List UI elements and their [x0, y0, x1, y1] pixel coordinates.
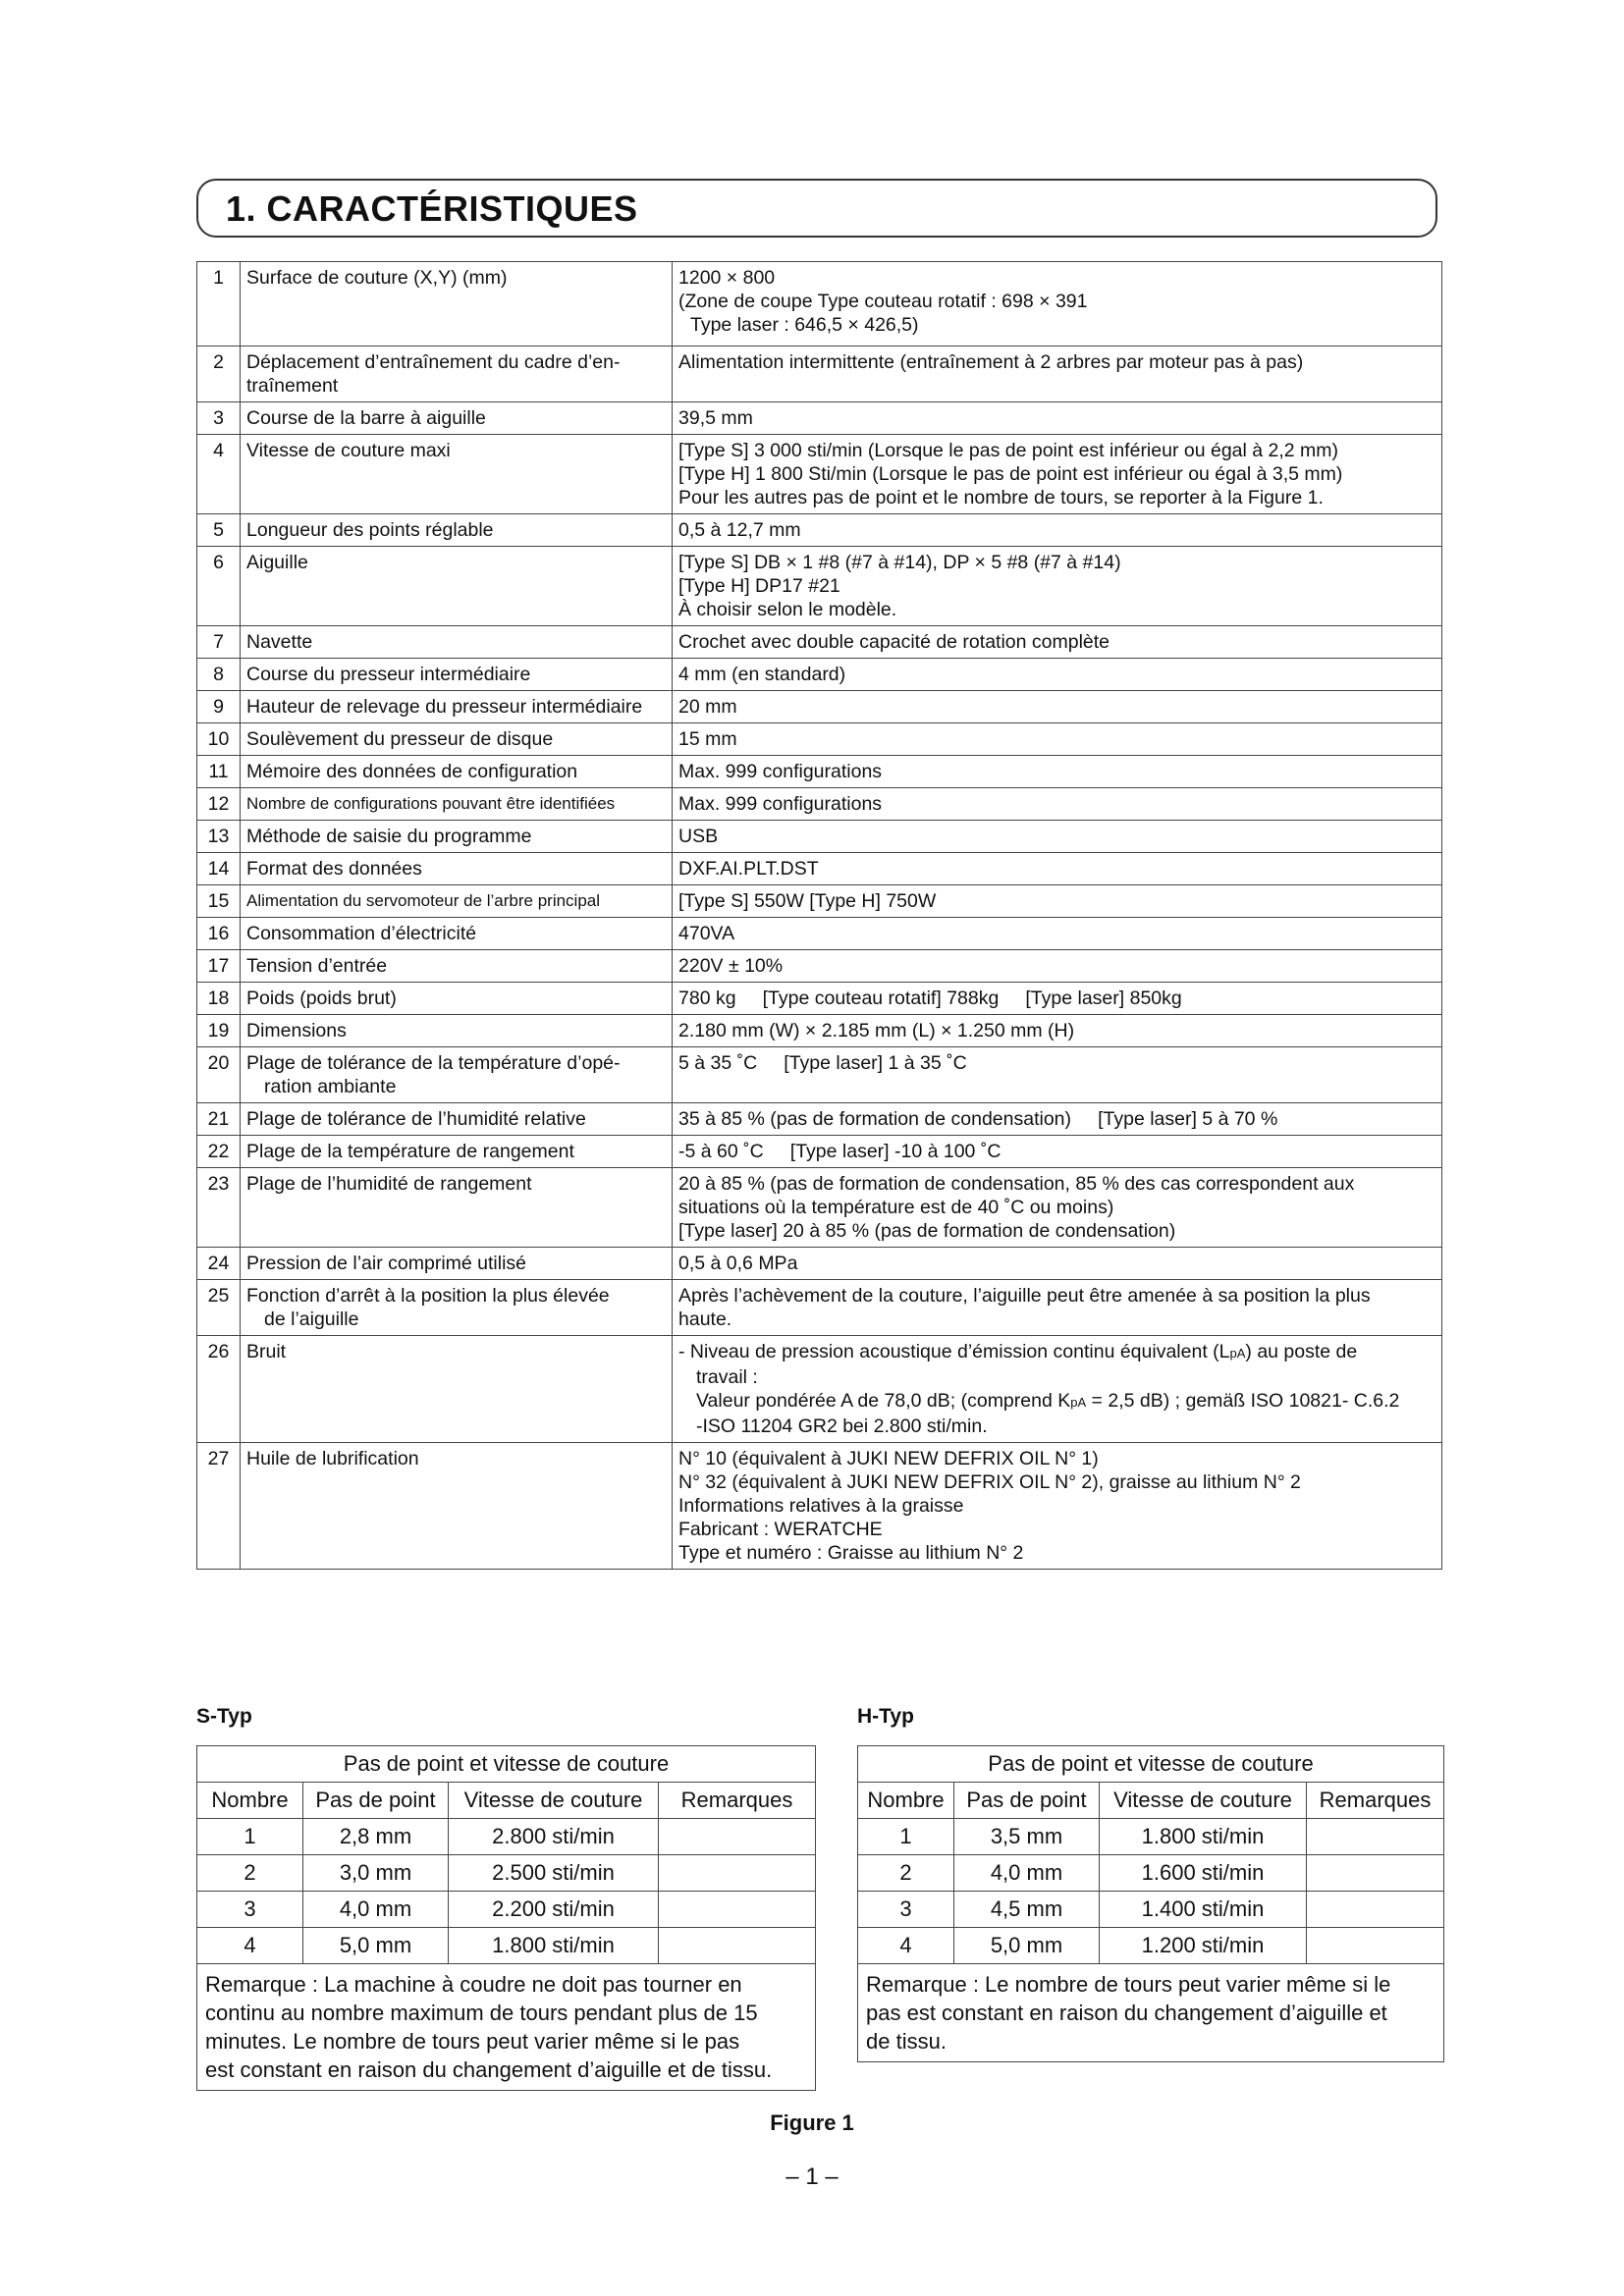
table-row: 1 3,5 mm 1.800 sti/min: [858, 1819, 1444, 1855]
table-row: 3 4,0 mm 2.200 sti/min: [197, 1892, 816, 1928]
spec-row-27: 27 Huile de lubrification N° 10 (équivalent à JUKI NEW DEFRIX OIL N° 1) N° 32 (équivalent à JUKI NEW DEFRIX OIL N° 2), graisse au lithium N° 2 Informations relatives à la graisse Fabricant : WERATCHE Type et numéro : Graisse au lithium N° 2: [197, 1443, 1442, 1570]
table-header-row: Nombre Pas de point Vitesse de couture Remarques: [197, 1783, 816, 1819]
s-typ-speed-table: [196, 1745, 816, 2091]
table-header-row: Nombre Pas de point Vitesse de couture Remarques: [858, 1783, 1444, 1819]
table-note: Remarque : Le nombre de tours peut varier même si le pas est constant en raison du changement d’aiguille et de tissu.: [858, 1964, 1444, 2062]
spec-row-13: 13 Méthode de saisie du programme USB: [197, 821, 1442, 853]
spec-row-3: 3 Course de la barre à aiguille 39,5 mm: [197, 402, 1442, 435]
spec-row-12: 12 Nombre de configurations pouvant être identifiées Max. 999 configurations: [197, 788, 1442, 821]
table-row: 3 4,5 mm 1.400 sti/min: [858, 1892, 1444, 1928]
spec-value: Alimentation intermittente (entraînement à 2 arbres par moteur pas à pas): [673, 347, 1442, 402]
spec-row-18: 18 Poids (poids brut) 780 kg [Type couteau rotatif] 788kg [Type laser] 850kg: [197, 983, 1442, 1015]
spec-row-17: 17 Tension d’entrée 220V ± 10%: [197, 950, 1442, 983]
spec-row-7: 7 Navette Crochet avec double capacité de rotation complète: [197, 626, 1442, 659]
s-typ-label: S-Typ: [196, 1705, 252, 1728]
h-typ-speed-table: [857, 1745, 1444, 2062]
spec-row-20: 20 Plage de tolérance de la température d’opé- ration ambiante 5 à 35 ˚C [Type laser] 1 à 35 ˚C: [197, 1047, 1442, 1103]
table-row: 2 3,0 mm 2.500 sti/min: [197, 1855, 816, 1892]
spec-row-8: 8 Course du presseur intermédiaire 4 mm (en standard): [197, 659, 1442, 691]
spec-row-19: 19 Dimensions 2.180 mm (W) × 2.185 mm (L) × 1.250 mm (H): [197, 1015, 1442, 1047]
spec-row-16: 16 Consommation d’électricité 470VA: [197, 918, 1442, 950]
spec-row-5: 5 Longueur des points réglable 0,5 à 12,7 mm: [197, 514, 1442, 547]
spec-row-15: 15 Alimentation du servomoteur de l’arbre principal [Type S] 550W [Type H] 750W: [197, 885, 1442, 918]
spec-row-23: 23 Plage de l’humidité de rangement 20 à 85 % (pas de formation de condensation, 85 % des cas correspondent aux situations où la température est de 40 ˚C ou moins) [Type laser] 20 à 85 % (pas de formation de condensation): [197, 1168, 1442, 1248]
spec-row-14: 14 Format des données DXF.AI.PLT.DST: [197, 853, 1442, 885]
table-caption: Pas de point et vitesse de couture: [858, 1746, 1444, 1783]
spec-row-4: 4 Vitesse de couture maxi [Type S] 3 000 sti/min (Lorsque le pas de point est inférieur ou égal à 2,2 mm) [Type H] 1 800 Sti/min (Lorsque le pas de point est inférieur ou égal à 3,5 mm) Pour les autres pas de point et le nombre de tours, se reporter à la Figure 1.: [197, 435, 1442, 514]
h-typ-label: H-Typ: [857, 1705, 914, 1728]
section-title: 1. CARACTÉRISTIQUES: [226, 188, 638, 229]
table-note: Remarque : La machine à coudre ne doit pas tourner en continu au nombre maximum de tours pendant plus de 15 minutes. Le nombre de tours peut varier même si le pas est constant en raison du changement d’aiguille et de tissu.: [197, 1964, 816, 2091]
spec-row-9: 9 Hauteur de relevage du presseur intermédiaire 20 mm: [197, 691, 1442, 723]
spec-row-11: 11 Mémoire des données de configuration Max. 999 configurations: [197, 756, 1442, 788]
figure-caption: Figure 1: [770, 2110, 854, 2135]
table-row: 2 4,0 mm 1.600 sti/min: [858, 1855, 1444, 1892]
spec-row-24: 24 Pression de l’air comprimé utilisé 0,5 à 0,6 MPa: [197, 1248, 1442, 1280]
table-row: 4 5,0 mm 1.200 sti/min: [858, 1928, 1444, 1964]
spec-row-25: 25 Fonction d’arrêt à la position la plus élevée de l’aiguille Après l’achèvement de la couture, l’aiguille peut être amenée à sa position la plus haute.: [197, 1280, 1442, 1336]
spec-row-2: 2 Déplacement d’entraînement du cadre d’en- traînement Alimentation intermittente (entraînement à 2 arbres par moteur pas à pas): [197, 347, 1442, 402]
spec-value: 1200 × 800: [678, 267, 776, 289]
table-caption: Pas de point et vitesse de couture: [197, 1746, 816, 1783]
spec-row-21: 21 Plage de tolérance de l’humidité relative 35 à 85 % (pas de formation de condensation) [Type laser] 5 à 70 %: [197, 1103, 1442, 1136]
specifications-table: [196, 261, 1442, 1570]
table-row: 4 5,0 mm 1.800 sti/min: [197, 1928, 816, 1964]
spec-row-26: 26 Bruit - Niveau de pression acoustique d’émission continu équivalent (LpA) au poste de travail : Valeur pondérée A de 78,0 dB; (comprend KpA = 2,5 dB) ; gemäß ISO 10821- C.6.2 -ISO 11204 GR2 bei 2.800 sti/min.: [197, 1336, 1442, 1443]
page-number: – 1 –: [785, 2163, 839, 2190]
table-row: 1 2,8 mm 2.800 sti/min: [197, 1819, 816, 1855]
spec-row-10: 10 Soulèvement du presseur de disque 15 mm: [197, 723, 1442, 756]
spec-row-1: 1 Surface de couture (X,Y) (mm) 1200 × 800 (Zone de coupe Type couteau rotatif : 698 × 391 Type laser : 646,5 × 426,5): [197, 262, 1442, 347]
spec-label: Surface de couture (X,Y) (mm): [246, 267, 508, 289]
spec-row-6: 6 Aiguille [Type S] DB × 1 #8 (#7 à #14), DP × 5 #8 (#7 à #14) [Type H] DP17 #21 À choisir selon le modèle.: [197, 547, 1442, 626]
spec-row-22: 22 Plage de la température de rangement -5 à 60 ˚C [Type laser] -10 à 100 ˚C: [197, 1136, 1442, 1168]
section-title-box: [196, 179, 1437, 238]
